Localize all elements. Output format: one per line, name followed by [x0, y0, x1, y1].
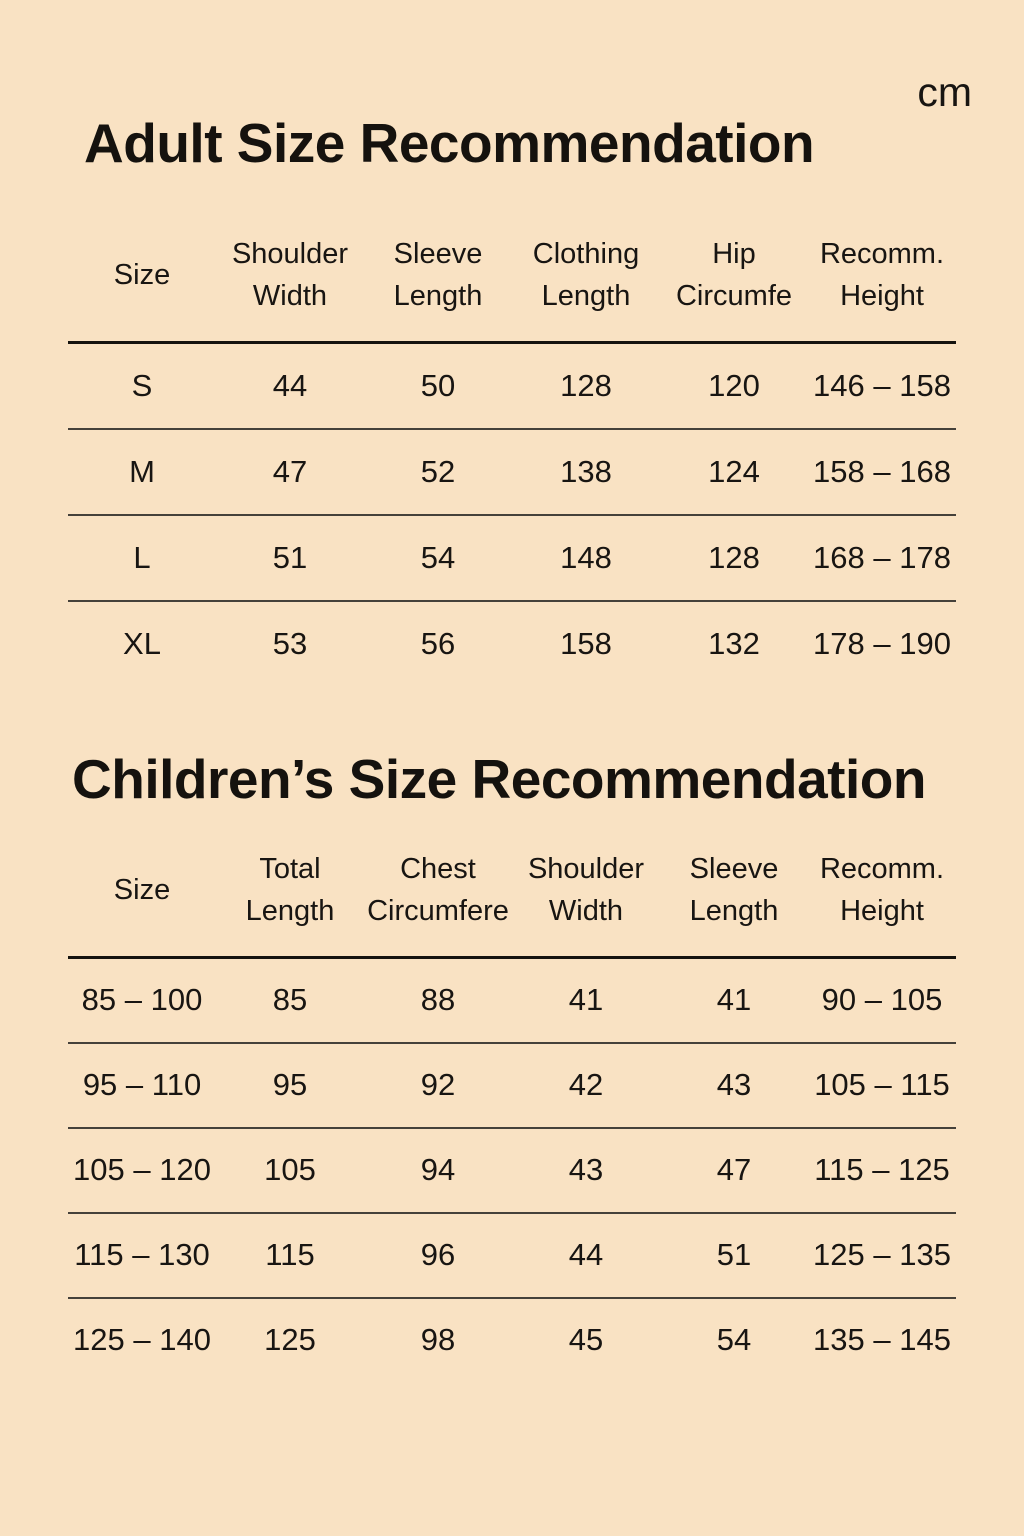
table-cell: 88: [420, 982, 456, 1018]
header-line: Total: [259, 852, 321, 885]
header-line: Sleeve: [689, 852, 779, 885]
table-cell: 52: [420, 454, 456, 490]
children-col-header-recommended-height: [808, 848, 956, 932]
adult-table-header: [68, 213, 956, 344]
table-cell: 90 – 105: [821, 982, 943, 1018]
children-col-header-shoulder-width: [512, 848, 660, 932]
header-line: Length: [689, 894, 779, 927]
table-cell: 95: [272, 1067, 308, 1103]
children-col-header-size: [68, 869, 216, 911]
row-size-label: 105 – 120: [73, 1152, 211, 1188]
table-row: [68, 1044, 956, 1129]
table-cell: 115: [265, 1237, 315, 1273]
table-cell: 158 – 168: [813, 454, 951, 490]
table-cell: 168 – 178: [813, 540, 951, 576]
header-line: Height: [840, 280, 924, 313]
table-cell: 128: [560, 368, 612, 404]
adult-col-header-size: [68, 254, 216, 296]
table-cell: 178 – 190: [813, 626, 951, 662]
children-size-table: [68, 828, 956, 1382]
table-row: [68, 1129, 956, 1214]
table-cell: 51: [272, 540, 308, 576]
table-cell: 94: [420, 1152, 456, 1188]
table-cell: 132: [708, 626, 760, 662]
table-row: [68, 602, 956, 686]
table-cell: 56: [420, 626, 456, 662]
table-cell: 146 – 158: [813, 368, 951, 404]
table-cell: 125: [264, 1322, 316, 1358]
table-cell: 47: [716, 1152, 752, 1188]
header-line: Hip: [712, 238, 756, 271]
children-col-header-total-length: [216, 848, 364, 932]
adult-title: Adult Size Recommendation: [84, 112, 815, 174]
table-cell: 148: [560, 540, 612, 576]
table-row: [68, 516, 956, 602]
header-line: Circumfere: [367, 894, 509, 927]
table-cell: 135 – 145: [813, 1322, 951, 1358]
table-cell: 115 – 125: [814, 1152, 950, 1188]
table-cell: 41: [716, 982, 752, 1018]
table-cell: 120: [708, 368, 760, 404]
adult-col-header-shoulder-width: [216, 233, 364, 317]
row-size-label: 85 – 100: [81, 982, 203, 1018]
table-cell: 105: [264, 1152, 316, 1188]
header-line: Height: [840, 894, 924, 927]
adult-size-table: [68, 213, 956, 686]
table-cell: 85: [272, 982, 308, 1018]
children-title: Children’s Size Recommendation: [72, 748, 926, 811]
table-cell: 43: [716, 1067, 752, 1103]
header-line: Shoulder: [527, 852, 645, 885]
table-cell: 50: [420, 368, 456, 404]
header-line: Clothing: [532, 238, 640, 271]
table-cell: 105 – 115: [814, 1067, 950, 1103]
table-cell: 54: [716, 1322, 752, 1358]
table-cell: 128: [708, 540, 760, 576]
table-cell: 92: [420, 1067, 456, 1103]
row-size-label: 115 – 130: [74, 1237, 210, 1273]
table-cell: 158: [560, 626, 612, 662]
header-line: Length: [393, 280, 483, 313]
table-cell: 98: [420, 1322, 456, 1358]
header-line: Recomm.: [819, 852, 945, 885]
header-line: Length: [541, 280, 631, 313]
header-line: Size: [113, 259, 171, 292]
children-table-header: [68, 828, 956, 959]
header-line: Sleeve: [393, 238, 483, 271]
children-col-header-chest-circumference: [364, 848, 512, 932]
row-size-label: XL: [123, 626, 161, 662]
table-cell: 96: [420, 1237, 456, 1273]
header-line: Chest: [400, 852, 476, 885]
table-cell: 138: [560, 454, 612, 490]
adult-col-header-clothing-length: [512, 233, 660, 317]
table-cell: 41: [568, 982, 604, 1018]
header-line: Circumfe: [675, 280, 792, 313]
table-cell: 44: [568, 1237, 604, 1273]
adult-col-header-hip-circumference: [660, 233, 808, 317]
table-cell: 43: [568, 1152, 604, 1188]
header-line: Shoulder: [231, 238, 349, 271]
children-col-header-sleeve-length: [660, 848, 808, 932]
table-row: [68, 959, 956, 1044]
table-cell: 44: [272, 368, 308, 404]
row-size-label: L: [133, 540, 151, 576]
adult-col-header-sleeve-length: [364, 233, 512, 317]
table-cell: 45: [568, 1322, 604, 1358]
table-cell: 125 – 135: [813, 1237, 951, 1273]
table-cell: 47: [272, 454, 308, 490]
table-cell: 124: [708, 454, 760, 490]
table-row: [68, 344, 956, 430]
header-line: Recomm.: [819, 238, 945, 271]
unit-label: cm: [917, 69, 972, 115]
table-cell: 53: [272, 626, 308, 662]
row-size-label: 95 – 110: [82, 1067, 202, 1103]
table-row: [68, 1299, 956, 1382]
table-row: [68, 1214, 956, 1299]
header-line: Width: [252, 280, 328, 313]
row-size-label: 125 – 140: [73, 1322, 211, 1358]
header-line: Width: [548, 894, 624, 927]
table-row: [68, 430, 956, 516]
header-line: Length: [245, 894, 335, 927]
header-line: Size: [113, 873, 171, 906]
table-cell: 51: [716, 1237, 752, 1273]
row-size-label: S: [131, 368, 153, 404]
row-size-label: M: [129, 454, 155, 490]
adult-col-header-recommended-height: [808, 233, 956, 317]
table-cell: 54: [420, 540, 456, 576]
table-cell: 42: [568, 1067, 604, 1103]
